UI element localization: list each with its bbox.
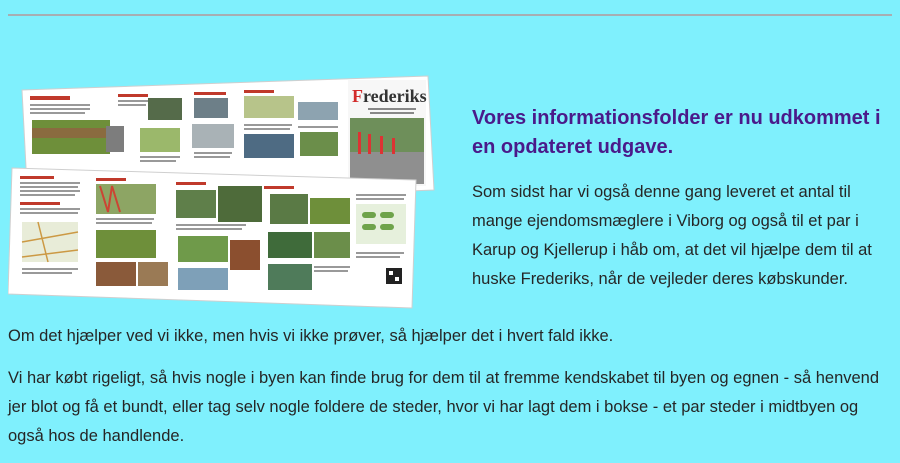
article-paragraph-1: Om det hjælper ved vi ikke, men hvis vi ikke prøver, så hjælper det i hvert fald ikke. — [8, 327, 614, 345]
top-divider — [8, 14, 892, 16]
article-intro: Som sidst har vi også denne gang leveret et antal til mange ejendomsmæglere i Viborg og også til et par i Karup og Kjellerup i håb om, at det vil hjælpe dem til at huske Frederiks, når de vejleder deres købskunder. — [472, 183, 872, 288]
brochure-illustration — [8, 72, 438, 312]
article-heading: Vores informationsfolder er nu udkommet i en opdateret udgave. — [472, 107, 881, 158]
svg-text:Frederiks — [352, 86, 427, 106]
brochure-front-sheet — [8, 168, 416, 308]
brochure-image — [8, 72, 438, 312]
brochure-title-rest: rederiks — [363, 86, 427, 106]
article-paragraph-2: Vi har købt rigeligt, så hvis nogle i byen kan finde brug for dem til at fremme kendskabet til byen og egnen - så henvend jer blot og få et bundt, eller tag selv nogle foldere de steder, hvor vi har lagt dem i bokse - et par steder i midtbyen og også hos de handlende. — [8, 369, 880, 445]
brochure-title-initial: F — [352, 86, 363, 106]
